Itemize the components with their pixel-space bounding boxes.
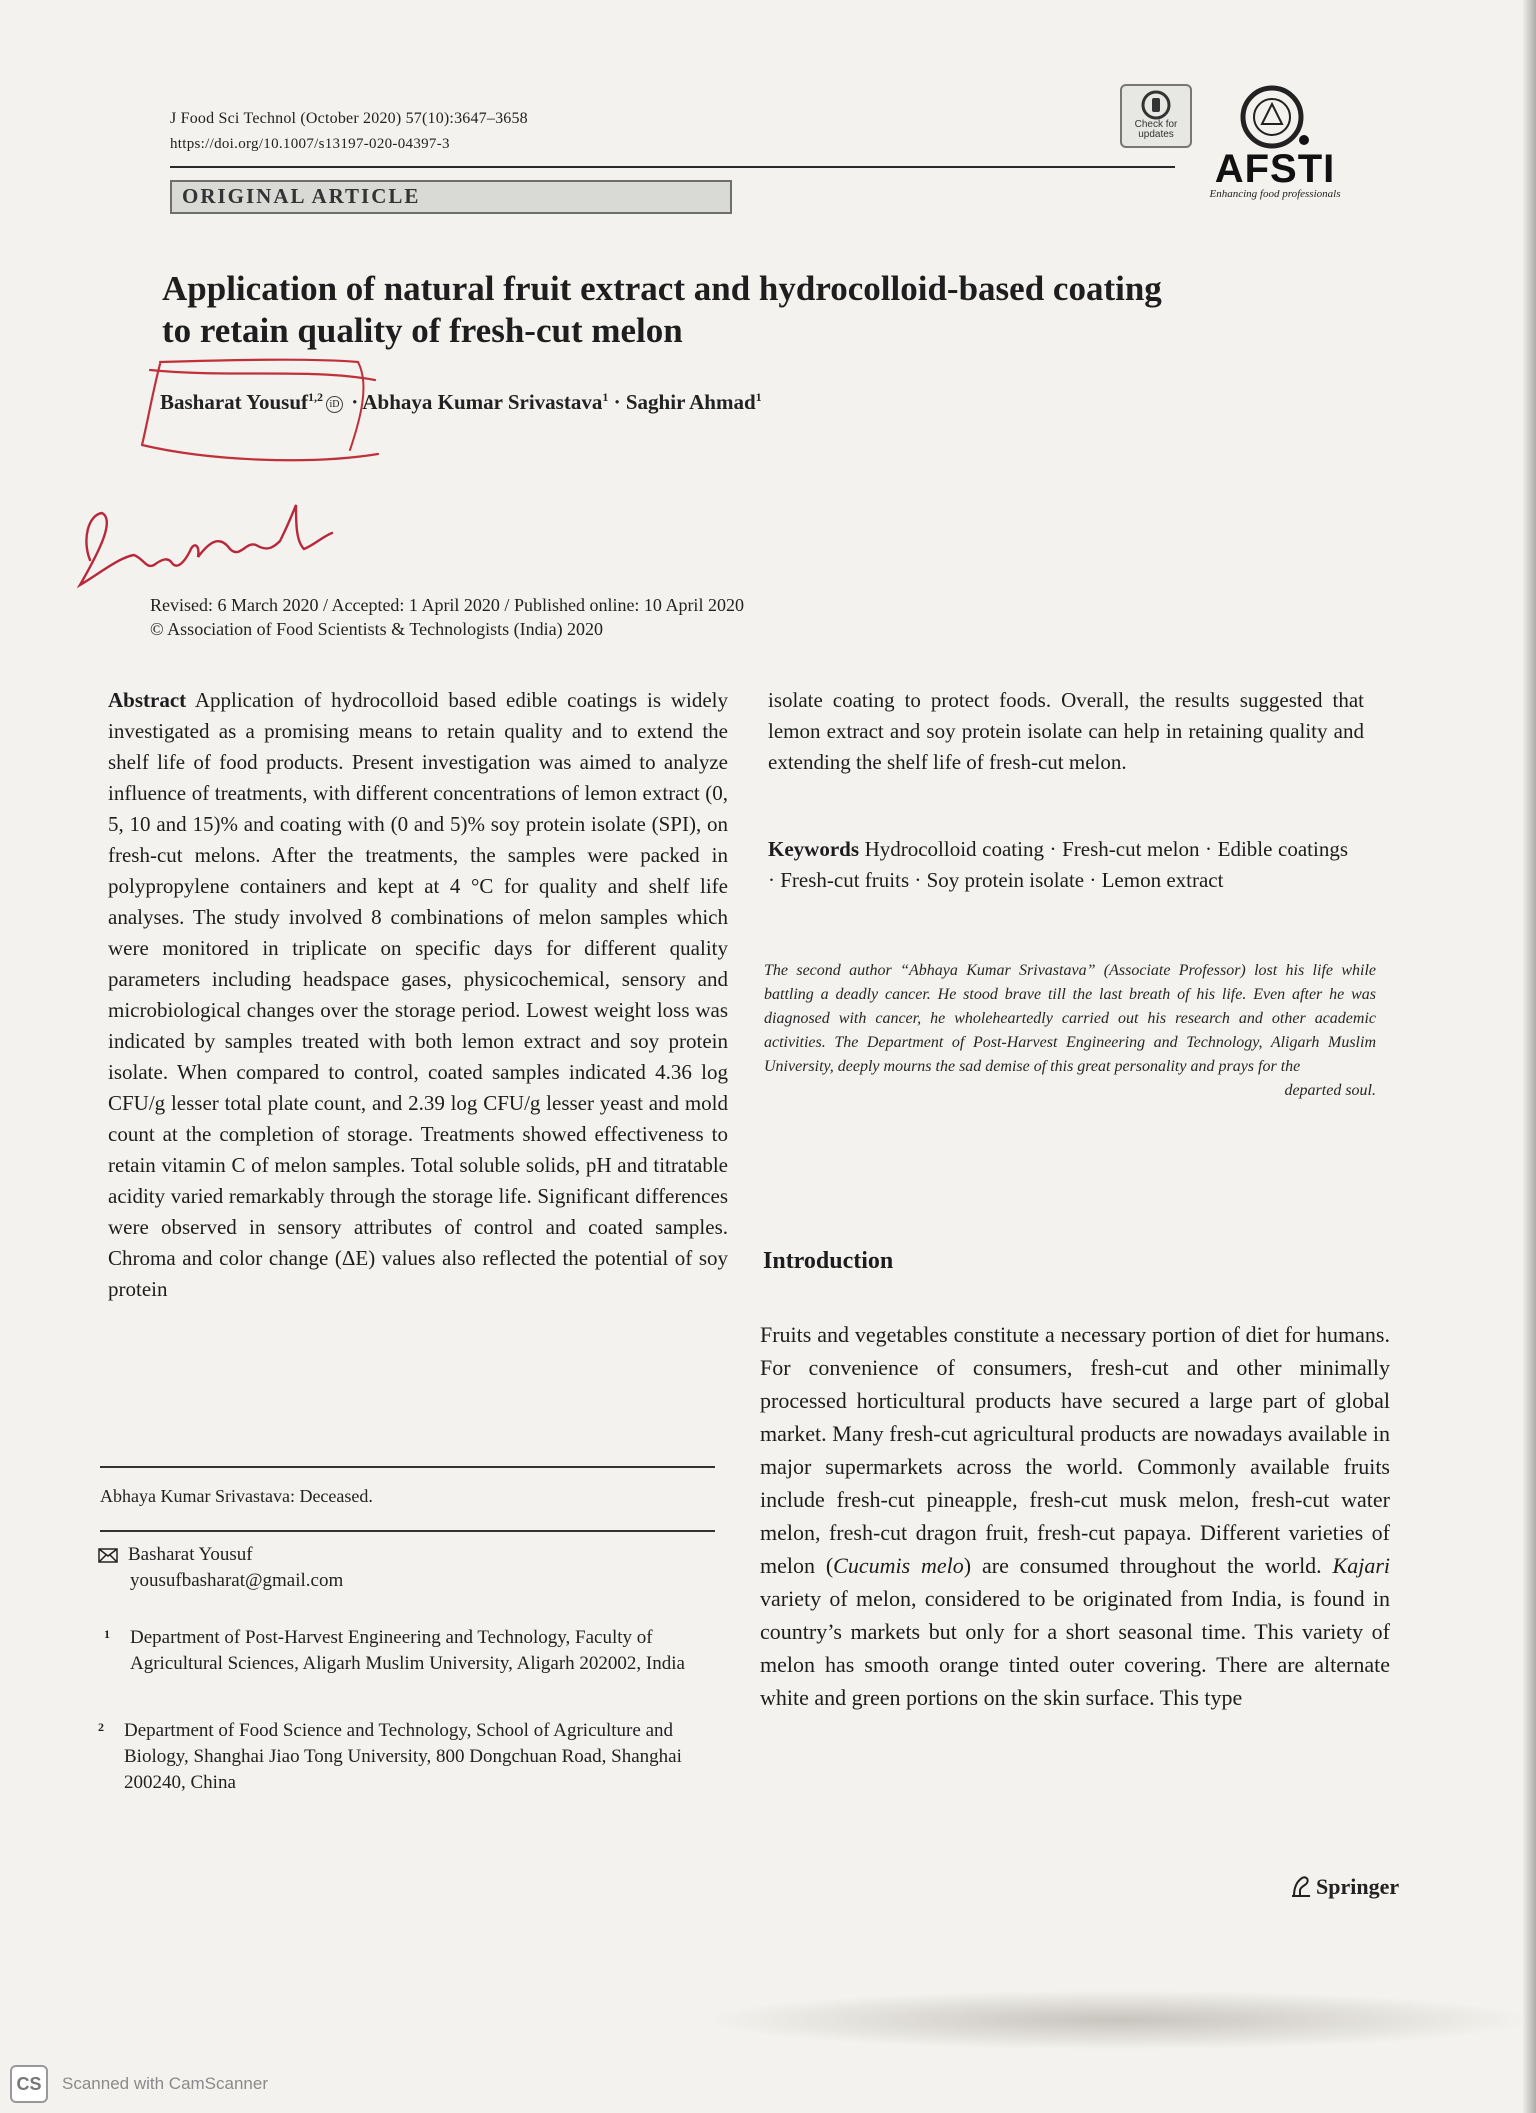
publisher-name: Springer xyxy=(1316,1874,1400,1899)
intro-species-name: Cucumis melo xyxy=(833,1553,964,1578)
author-separator: · xyxy=(613,390,621,414)
paper-title: Application of natural fruit extract and hydrocolloid-based coating to retain quality of fresh-cut melon xyxy=(162,269,1162,350)
affiliation-2-number: 2 xyxy=(98,1720,104,1734)
author-3[interactable]: Saghir Ahmad xyxy=(625,390,756,414)
afsti-tagline: Enhancing food professionals xyxy=(1209,188,1341,200)
intro-variety-name: Kajari xyxy=(1332,1553,1391,1578)
check-for-updates-badge[interactable] xyxy=(1120,84,1192,148)
corresponding-author xyxy=(98,1542,343,1594)
abstract-label: Abstract xyxy=(108,688,187,712)
handwritten-signature xyxy=(80,505,332,585)
introduction-text xyxy=(760,1318,1390,1714)
intro-part-2: ) are consumed throughout the world. xyxy=(963,1553,1333,1578)
memorial-sign-off: departed soul. xyxy=(1284,1082,1376,1099)
introduction-heading: Introduction xyxy=(763,1248,894,1274)
intro-part-3: variety of melon, considered to be originated from India, is found in country’s markets but only for a short seasonal time. This variety of melon has smooth orange tinted outer covering. There are alternate white and green portions on the skin surface. This type xyxy=(760,1586,1390,1710)
author-1[interactable]: Basharat Yousuf xyxy=(160,390,309,414)
memorial-text: The second author “Abhaya Kumar Srivastava” (Associate Professor) lost his life while battling a deadly cancer. He stood brave till the last breath of his life. Even after he was diagnosed with cancer, he wholeheartedly carried out his research and other academic activities. The Department of Post-Harvest Engineering and Technology, Aligarh Muslim University, deeply mourns the sad demise of this great personality and prays for the xyxy=(764,962,1376,1075)
keywords-label: Keywords xyxy=(768,837,859,861)
afsti-logo xyxy=(1200,84,1350,204)
afsti-wordmark: AFSTI xyxy=(1214,147,1336,191)
handwritten-annotation xyxy=(60,345,420,615)
keywords-block xyxy=(768,834,1348,896)
orcid-icon[interactable]: iD xyxy=(326,396,343,413)
author-2-affiliation: 1 xyxy=(602,390,609,404)
author-separator: · xyxy=(351,390,359,414)
header-divider xyxy=(170,166,1175,168)
ink-pointer-stroke xyxy=(350,362,363,450)
affiliation-1-text: Department of Post-Harvest Engineering and Technology, Faculty of Agricultural Sciences, Aligarh Muslim University, Aligarh 202002, India xyxy=(130,1627,685,1674)
publisher-logo xyxy=(1290,1874,1399,1900)
abstract-left-column xyxy=(108,685,728,1305)
author-1-affiliation: 1,2 xyxy=(308,390,324,404)
affiliation-2 xyxy=(98,1718,704,1796)
affiliation-1-number: 1 xyxy=(104,1627,110,1641)
springer-horse-icon xyxy=(1290,1874,1312,1898)
copyright-notice: © Association of Food Scientists & Technologists (India) 2020 xyxy=(150,619,604,639)
ink-box-outline xyxy=(142,360,378,461)
signature-text: Basharat xyxy=(60,345,64,346)
check-badge-label: Check for updates xyxy=(1134,119,1178,140)
affiliation-1 xyxy=(104,1625,690,1677)
mail-icon xyxy=(98,1548,118,1563)
afsti-seal-icon xyxy=(1240,84,1310,150)
article-type-label: ORIGINAL ARTICLE xyxy=(182,184,421,208)
keywords-text: Hydrocolloid coating · Fresh-cut melon · Edible coatings · Fresh-cut fruits · Soy protein isolate · Lemon extract xyxy=(768,837,1348,892)
publication-dates: Revised: 6 March 2020 / Accepted: 1 April 2020 / Published online: 10 April 2020 xyxy=(150,595,744,615)
journal-citation: J Food Sci Technol (October 2020) 57(10):3647–3658 xyxy=(170,110,528,127)
author-2[interactable]: Abhaya Kumar Srivastava xyxy=(362,390,603,414)
deceased-note: Abhaya Kumar Srivastava: Deceased. xyxy=(100,1486,373,1506)
footnote-divider xyxy=(100,1466,715,1468)
author-3-affiliation: 1 xyxy=(755,390,762,404)
abstract-text: Application of hydrocolloid based edible coatings is widely investigated as a promising means to retain quality and to extend the shelf life of food products. Present investigation was aimed to analyze influence of treatments, with different concentrations of lemon extract (0, 5, 10 and 15)% and coating with (0 and 5)% soy protein isolate (SPI), on fresh-cut melons. After the treatments, the samples were packed in polypropylene containers and kept at 4 °C for quality and shelf life analyses. The study involved 8 combinations of melon samples which were monitored in triplicate on specific days for different quality parameters including headspace gases, physicochemical, sensory and microbiological changes over the storage period. Lowest weight loss was indicated by samples treated with both lemon extract and soy protein isolate. When compared to control, coated samples indicated 4.36 log CFU/g lesser total plate count, and 2.39 log CFU/g lesser yeast and mold count at the completion of storage. Treatments showed effectiveness to retain vitamin C of melon samples. Total soluble solids, pH and titratable acidity varied remarkably through the storage life. Significant differences were observed in sensory attributes of control and coated samples. Chroma and color change (ΔE) values also reflected the potential of soy protein xyxy=(108,688,728,1301)
doi-link[interactable]: https://doi.org/10.1007/s13197-020-04397-3 xyxy=(170,136,450,152)
footnote-divider xyxy=(100,1530,715,1532)
affiliation-2-text: Department of Food Science and Technology, School of Agriculture and Biology, Shanghai Jiao Tong University, 800 Dongchuan Road, Shanghai 200240, China xyxy=(124,1720,682,1793)
check-updates-icon xyxy=(1141,90,1171,120)
intro-part-1: Fruits and vegetables constitute a necessary portion of diet for humans. For convenience of consumers, fresh-cut and other minimally processed horticultural products have secured a large part of global market. Many fresh-cut agricultural products are nowadays available in major supermarkets across the world. Commonly available fruits include fresh-cut pineapple, fresh-cut musk melon, fresh-cut water melon, fresh-cut dragon fruit, fresh-cut papaya. Different varieties of melon ( xyxy=(760,1322,1390,1578)
page-edge-shadow xyxy=(1522,0,1536,2113)
camscanner-logo: CS xyxy=(10,2065,48,2103)
scan-shadow xyxy=(700,1990,1536,2050)
memorial-note xyxy=(764,959,1376,1103)
contact-name: Basharat Yousuf xyxy=(128,1544,253,1565)
abstract-continuation: isolate coating to protect foods. Overall, the results suggested that lemon extract and soy protein isolate can help in retaining quality and extending the shelf life of fresh-cut melon. xyxy=(768,688,1364,774)
camscanner-watermark: Scanned with CamScanner xyxy=(62,2074,269,2093)
contact-email[interactable]: yousufbasharat@gmail.com xyxy=(130,1570,344,1591)
